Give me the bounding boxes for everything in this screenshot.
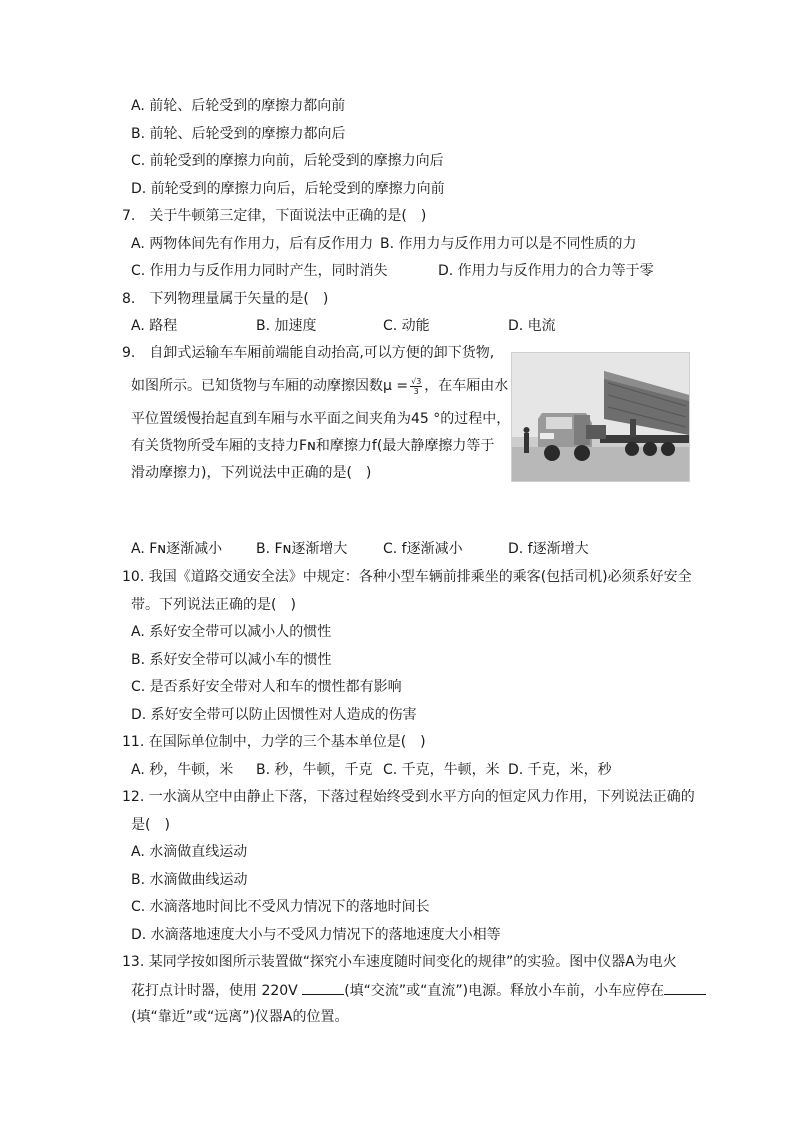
q11-option-a: A. 秒，牛顿，米 [131,762,234,778]
q8-option-b: B. 加速度 [256,318,317,334]
q7-option-a: A. 两物体间先有作用力，后有反作用力 [131,236,374,252]
q12-option-c: C. 水滴落地时间比不受风力情况下的落地时间长 [131,899,430,915]
q9-stem-line3: 平位置缓慢抬起直到车厢与水平面之间夹角为45 °的过程中， [131,411,511,427]
q7-option-c: C. 作用力与反作用力同时产生，同时消失 [131,263,388,279]
q11-option-d: D. 千克，米，秒 [508,762,612,778]
dump-truck-illustration [512,353,689,481]
q12-option-d: D. 水滴落地速度大小与不受风力情况下的落地速度大小相等 [131,927,501,943]
q9-stem-line2 [131,376,508,396]
q10-stem-line1: 10. 我国《道路交通安全法》中规定：各种小型车辆前排乘坐的乘客(包括司机)必须系好安全 [122,569,692,585]
q9-line2-post: ，在车厢由水 [424,378,509,394]
q10-option-d: D. 系好安全带可以防止因惯性对人造成的伤害 [131,707,417,723]
q9-stem-line4: 有关货物所受车厢的支持力Fɴ和摩擦力f(最大静摩擦力等于 [131,438,495,454]
q11-stem: 11. 在国际单位制中，力学的三个基本单位是( ) [122,734,426,750]
q10-option-a: A. 系好安全带可以减小人的惯性 [131,624,332,640]
q8-option-a: A. 路程 [131,318,178,334]
q13-line2-part-b: (填“交流”或“直流”)电源。释放小车前，小车应停在 [344,983,665,999]
q9-option-d: D. f逐渐增大 [508,541,589,557]
dump-truck-photo [511,352,690,482]
q12-stem-line2: 是( ) [131,817,170,833]
q10-option-c: C. 是否系好安全带对人和车的惯性都有影响 [131,679,402,695]
q9-stem-line1: 9. 自卸式运输车车厢前端能自动抬高,可以方便的卸下货物, [122,345,495,361]
q6-option-b: B. 前轮、后轮受到的摩擦力都向后 [131,126,346,142]
q6-option-d: D. 前轮受到的摩擦力向后，后轮受到的摩擦力向前 [131,181,445,197]
q13-answer-blank-2[interactable] [664,980,706,995]
q11-option-b: B. 秒，牛顿，千克 [256,762,373,778]
q9-fraction-numerator: √3 [411,376,422,386]
q9-fraction-denominator: 3 [413,386,419,396]
q12-stem-line1: 12. 一水滴从空中由静止下落，下落过程始终受到水平方向的恒定风力作用，下列说法正确的 [122,789,695,805]
q8-option-c: C. 动能 [383,318,430,334]
q13-line2-part-a: 花打点计时器，使用 220V [131,983,303,999]
q8-stem: 8. 下列物理量属于矢量的是( ) [122,291,329,307]
q6-option-a: A. 前轮、后轮受到的摩擦力都向前 [131,98,346,114]
q10-option-b: B. 系好安全带可以减小车的惯性 [131,652,332,668]
q12-option-b: B. 水滴做曲线运动 [131,872,248,888]
q13-answer-blank-1[interactable] [302,980,344,995]
q13-stem-line2 [131,980,706,1001]
q13-stem-line3: (填“靠近”或“远离”)仪器A的位置。 [131,1009,349,1025]
q8-option-d: D. 电流 [508,318,556,334]
q9-option-a: A. Fɴ逐渐减小 [131,541,223,557]
q7-option-b: B. 作用力与反作用力可以是不同性质的力 [380,236,637,252]
q9-line2-pre: 如图所示。已知货物与车厢的动摩擦因数μ = [131,378,409,394]
q12-option-a: A. 水滴做直线运动 [131,844,248,860]
q10-stem-line2: 带。下列说法正确的是( ) [131,597,296,613]
q9-stem-line5: 滑动摩擦力)，下列说法中正确的是( ) [131,465,372,481]
q9-option-b: B. Fɴ逐渐增大 [256,541,348,557]
q9-fraction [410,377,422,396]
q9-option-c: C. f逐渐减小 [383,541,463,557]
q6-option-c: C. 前轮受到的摩擦力向前，后轮受到的摩擦力向后 [131,153,444,169]
q13-stem-line1: 13. 某同学按如图所示装置做“探究小车速度随时间变化的规律”的实验。图中仪器A为电火 [122,954,677,970]
q11-option-c: C. 千克，牛顿，米 [383,762,500,778]
q7-option-d: D. 作用力与反作用力的合力等于零 [438,263,654,279]
q7-stem: 7. 关于牛顿第三定律，下面说法中正确的是( ) [122,208,427,224]
